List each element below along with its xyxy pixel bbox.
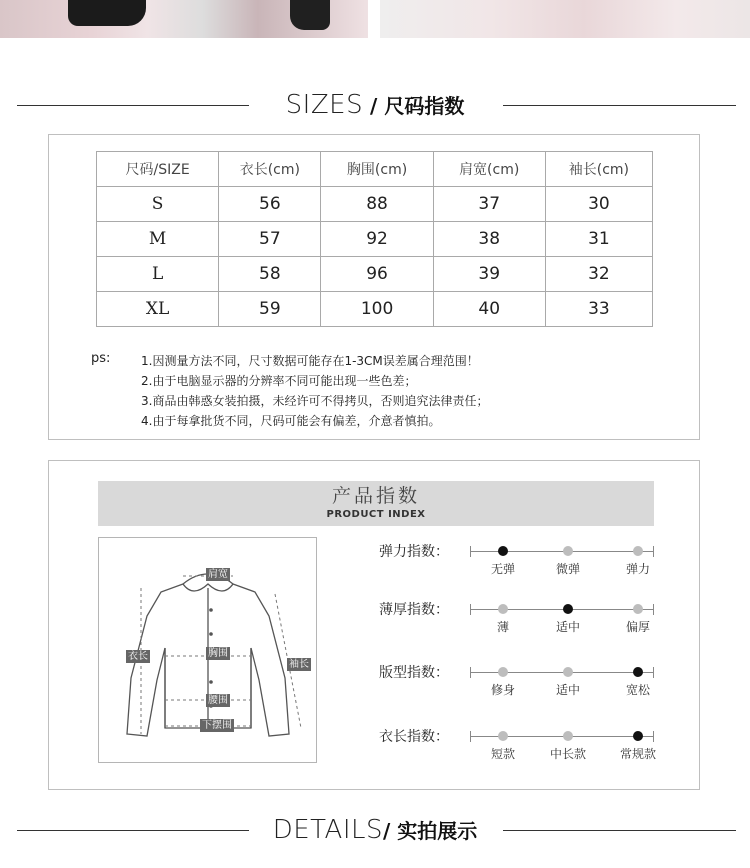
cell-chest: 96 [321, 257, 433, 292]
size-table-header-row [97, 152, 653, 187]
scale-dot [498, 731, 508, 741]
cell-size: S [97, 187, 219, 222]
scale-end-tick [470, 604, 471, 615]
scale-end-tick [653, 731, 654, 742]
scale-dot-selected [563, 604, 573, 614]
header-size: 尺码/SIZE [97, 152, 219, 187]
scale-option-label: 偏厚 [625, 620, 650, 634]
sizes-heading [0, 88, 750, 122]
cell-chest: 88 [321, 187, 433, 222]
index-label: 薄厚指数： [379, 602, 449, 618]
cell-length: 57 [219, 222, 321, 257]
index-scale [467, 543, 657, 579]
scale-end-tick [653, 546, 654, 557]
scale-end-tick [470, 667, 471, 678]
note-item: 2.由于电脑显示器的分辨率不同可能出现一些色差； [141, 374, 417, 388]
scale-dot [633, 546, 643, 556]
label-sleeve: 袖长 [289, 659, 309, 670]
scale-dot [563, 546, 573, 556]
notes-list [141, 351, 488, 431]
table-row [97, 222, 653, 257]
scale-dot-selected [633, 667, 643, 677]
details-heading-sep: / [382, 819, 398, 843]
size-chart-panel [48, 134, 700, 440]
details-heading [0, 813, 750, 847]
label-chest: 胸围 [208, 648, 228, 659]
header-shoulder: 肩宽(cm) [433, 152, 545, 187]
label-waist: 腰围 [208, 695, 228, 706]
scale-option-label: 弹力 [625, 562, 650, 576]
scale-dot [563, 731, 573, 741]
details-heading-en: DETAILS [272, 815, 383, 845]
index-scale [467, 664, 657, 700]
label-hem: 下摆围 [202, 720, 232, 731]
note-item: 3.商品由韩惑女装拍摄，未经许可不得拷贝，否则追究法律责任； [141, 394, 489, 408]
index-row-thickness [379, 601, 679, 637]
scale-option-label: 无弹 [490, 562, 515, 576]
cell-sleeve: 30 [545, 187, 652, 222]
index-scale [467, 601, 657, 637]
photo-dark-garment-2 [290, 0, 330, 30]
scale-dot [498, 667, 508, 677]
table-row [97, 187, 653, 222]
photo-dark-garment [68, 0, 146, 26]
cell-shoulder: 39 [433, 257, 545, 292]
header-sleeve: 袖长(cm) [545, 152, 652, 187]
index-label: 弹力指数： [379, 544, 449, 560]
scale-end-tick [653, 667, 654, 678]
scale-option-label: 修身 [490, 683, 515, 697]
size-table [96, 151, 653, 327]
cell-shoulder: 38 [433, 222, 545, 257]
product-photo-right [380, 0, 750, 38]
scale-dot [563, 667, 573, 677]
index-row-fit [379, 664, 679, 700]
note-item: 1.因测量方法不同，尺寸数据可能存在1-3CM误差属合理范围！ [141, 354, 479, 368]
scale-end-tick [653, 604, 654, 615]
cell-shoulder: 40 [433, 292, 545, 327]
garment-measure-diagram [98, 537, 317, 763]
index-scale [467, 728, 657, 764]
cell-sleeve: 31 [545, 222, 652, 257]
scale-option-label: 适中 [555, 683, 580, 697]
cell-sleeve: 33 [545, 292, 652, 327]
scale-option-label: 短款 [490, 747, 515, 761]
cell-size: M [97, 222, 219, 257]
sizes-heading-en: SIZES [285, 90, 364, 120]
sizes-heading-sep: / [363, 94, 385, 118]
sizes-heading-cn: 尺码指数 [384, 94, 465, 118]
index-label: 版型指数： [379, 665, 449, 681]
scale-dot [633, 604, 643, 614]
scale-option-label: 微弹 [555, 562, 580, 576]
note-item: 4.由于每拿批货不同，尺码可能会有偏差，介意者慎拍。 [141, 414, 441, 428]
cell-length: 58 [219, 257, 321, 292]
scale-option-label: 薄 [496, 620, 509, 634]
product-photo-left [0, 0, 368, 38]
header-chest: 胸围(cm) [321, 152, 433, 187]
scale-option-label: 中长款 [549, 747, 586, 761]
product-index-banner [98, 481, 654, 526]
product-index-panel [48, 460, 700, 790]
cell-length: 56 [219, 187, 321, 222]
table-row [97, 292, 653, 327]
details-heading-cn: 实拍展示 [397, 819, 478, 843]
cell-shoulder: 37 [433, 187, 545, 222]
cell-size: L [97, 257, 219, 292]
scale-end-tick [470, 731, 471, 742]
cell-length: 59 [219, 292, 321, 327]
header-length: 衣长(cm) [219, 152, 321, 187]
index-row-length [379, 728, 679, 764]
index-row-elasticity [379, 543, 679, 579]
scale-option-label: 宽松 [625, 683, 650, 697]
scale-end-tick [470, 546, 471, 557]
cell-sleeve: 32 [545, 257, 652, 292]
product-index-title-cn: 产品指数 [331, 485, 420, 507]
label-length: 衣长 [128, 651, 148, 662]
scale-dot-selected [633, 731, 643, 741]
label-shoulder: 肩宽 [208, 569, 228, 580]
scale-dot [498, 604, 508, 614]
scale-option-label: 常规款 [619, 747, 656, 761]
scale-dot-selected [498, 546, 508, 556]
notes-label: ps: [91, 351, 111, 366]
scale-option-label: 适中 [555, 620, 580, 634]
index-label: 衣长指数： [379, 729, 449, 745]
product-index-title-en: PRODUCT INDEX [326, 509, 426, 520]
cell-chest: 92 [321, 222, 433, 257]
cell-size: XL [97, 292, 219, 327]
cell-chest: 100 [321, 292, 433, 327]
table-row [97, 257, 653, 292]
